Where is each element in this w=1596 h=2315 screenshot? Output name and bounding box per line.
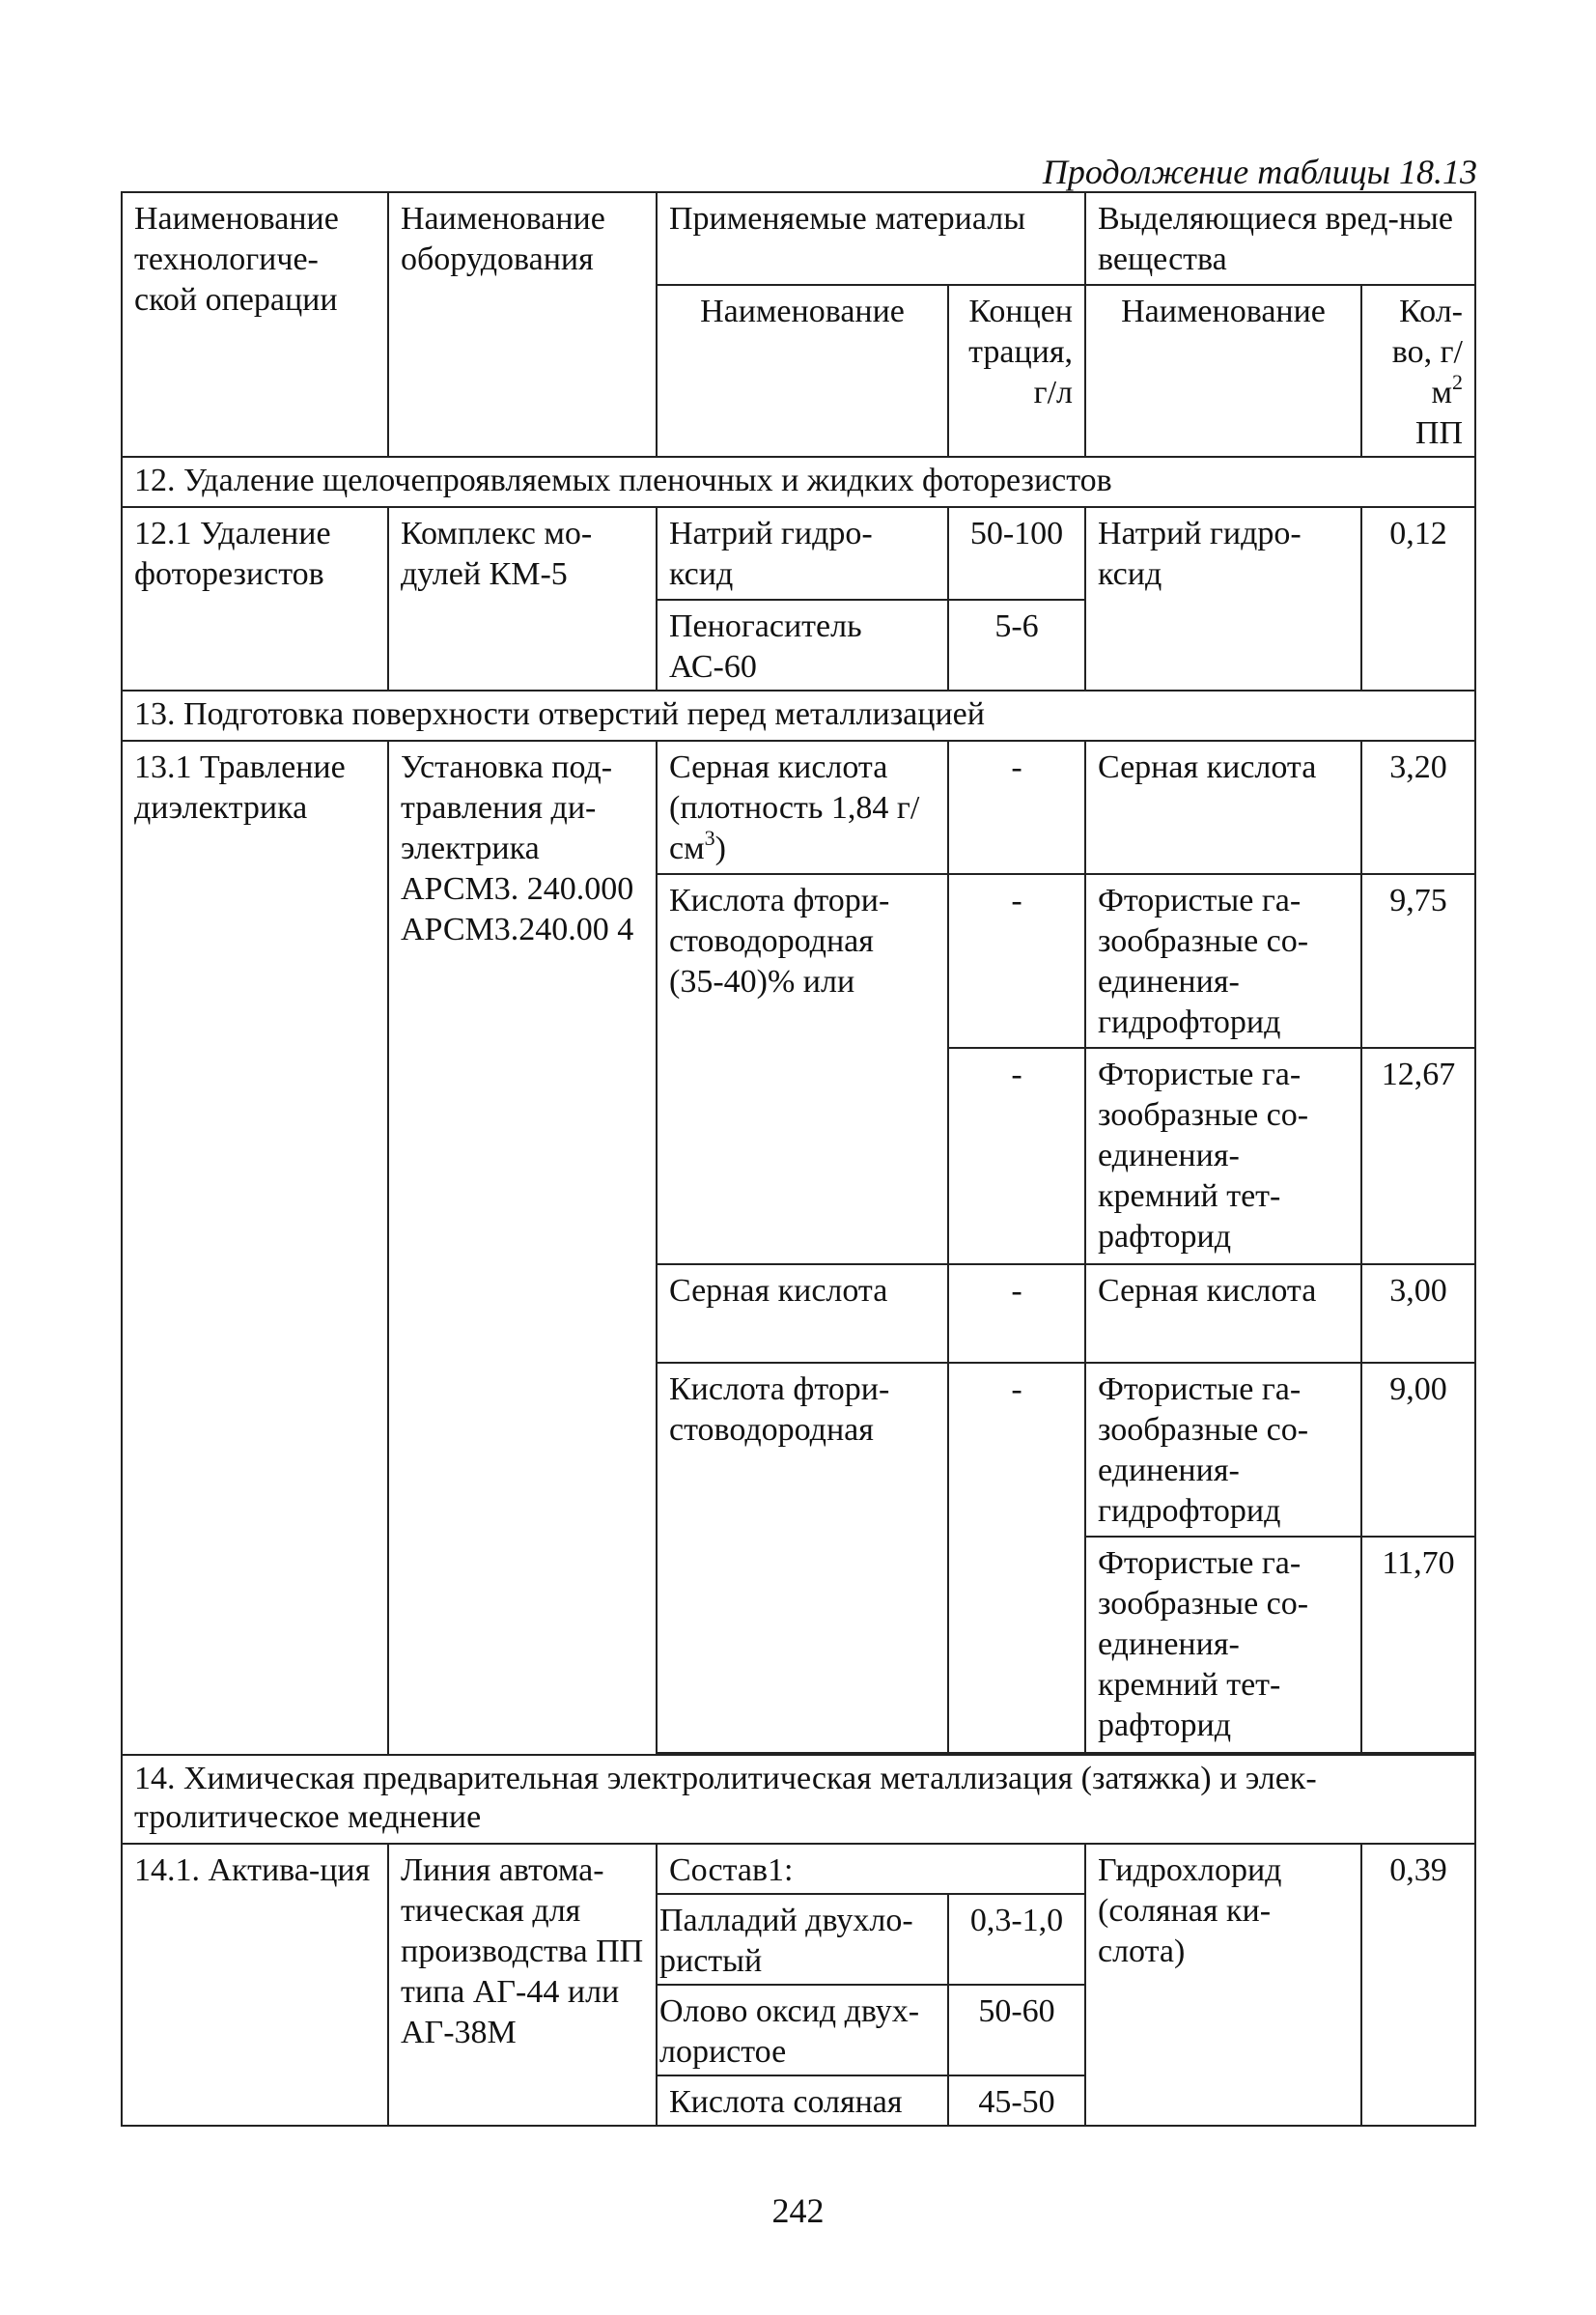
header-material-name: Наименование — [657, 285, 948, 457]
sec12-harmful-1: Натрий гидро-ксид — [1085, 507, 1361, 691]
sec14-composition: Состав1: — [657, 1844, 1085, 1894]
sec13-harmful-4: Серная кислота — [1085, 1264, 1361, 1363]
sec12-conc-1: 50-100 — [948, 507, 1085, 600]
sec14-equipment: Линия автома-тическая для производства ПП типа АГ-44 или АГ-38М — [388, 1844, 657, 2126]
sec12-qty-1: 0,12 — [1361, 507, 1475, 691]
sec13-conc-2: - — [948, 874, 1085, 1048]
sec13-material-2: Кислота фтори-стоводородная (35-40)% или — [657, 874, 948, 1264]
sec13-material-1: Серная кислота (плотность 1,84 $г/см^3$) — [657, 741, 948, 874]
sec14-qty-1: 0,39 — [1361, 1844, 1475, 2126]
sec12-conc-2: 5-6 — [948, 600, 1085, 691]
header-harmful-name: Наименование — [1085, 285, 1361, 457]
table-caption: Продолжение таблицы 18.13 — [1042, 153, 1477, 191]
sec13-harmful-2: Фтористые га-зообразные со-единения-гидрофторид — [1085, 874, 1361, 1048]
header-quantity: Кол-во, $г/м^2$ ПП — [1361, 285, 1475, 457]
sec13-qty-1: 3,20 — [1361, 741, 1475, 874]
page-number: 242 — [771, 2191, 825, 2230]
sec12-material-2: Пеногаситель АС-60 — [657, 600, 948, 691]
sec13-harmful-3: Фтористые га-зообразные со-единения-кремний тет-рафторид — [1085, 1048, 1361, 1264]
sec14-harmful-1: Гидрохлорид (соляная ки-слота) — [1085, 1844, 1361, 2126]
sec12-equipment: Комплекс мо-дулей КМ-5 — [388, 507, 657, 691]
header-equipment: Наименование оборудования — [388, 192, 657, 457]
sec13-harmful-1: Серная кислота — [1085, 741, 1361, 874]
sec13-conc-5: - — [948, 1363, 1085, 1753]
sec13-conc-4: - — [948, 1264, 1085, 1363]
sec14-operation: 14.1. Актива-ция — [122, 1844, 388, 2126]
sec13-material-4: Серная кислота — [657, 1264, 948, 1363]
sec13-harmful-6: Фтористые га-зообразные со-единения-кремний тет-рафторид — [1085, 1537, 1361, 1753]
sec13-material-5: Кислота фтори-стоводородная — [657, 1363, 948, 1753]
header-concentration: Концен трация, г/л — [948, 285, 1085, 457]
sec14-conc-3: 45-50 — [948, 2075, 1085, 2126]
sec14-material-1: Палладий двухло-ристый — [657, 1894, 948, 1985]
sec13-qty-4: 3,00 — [1361, 1264, 1475, 1363]
sec13-conc-1: - — [948, 741, 1085, 874]
header-operation: Наименование технологиче-ской операции — [122, 192, 388, 457]
sec13-equipment: Установка под-травления ди-электрика АРСМ3. 240.000 АРСМ3.240.00 4 — [388, 741, 657, 1755]
sec13-qty-2: 9,75 — [1361, 874, 1475, 1048]
sec13-qty-5: 9,00 — [1361, 1363, 1475, 1537]
section-13-title: 13. Подготовка поверхности отверстий перед металлизацией — [122, 691, 1475, 741]
header-materials: Применяемые материалы — [657, 192, 1085, 285]
sec14-material-3: Кислота соляная — [657, 2075, 948, 2126]
sec13-qty-6: 11,70 — [1361, 1537, 1475, 1753]
section-12-title: 12. Удаление щелочепроявляемых пленочных и жидких фоторезистов — [122, 457, 1475, 507]
section-14-title: 14. Химическая предварительная электролитическая металлизация (затяжка) и элек-тролитическое меднение — [122, 1755, 1475, 1844]
materials-table — [121, 191, 1476, 2127]
sec14-material-2: Олово оксид двух-лористое — [657, 1985, 948, 2075]
sec12-material-1: Натрий гидро-ксид — [657, 507, 948, 600]
sec13-harmful-5: Фтористые га-зообразные со-единения-гидрофторид — [1085, 1363, 1361, 1537]
sec14-conc-2: 50-60 — [948, 1985, 1085, 2075]
sec12-operation: 12.1 Удаление фоторезистов — [122, 507, 388, 691]
sec13-qty-3: 12,67 — [1361, 1048, 1475, 1264]
sec14-conc-1: 0,3-1,0 — [948, 1894, 1085, 1985]
header-harmful: Выделяющиеся вред-ные вещества — [1085, 192, 1475, 285]
sec13-operation: 13.1 Травление диэлектрика — [122, 741, 388, 1755]
sec13-conc-3: - — [948, 1048, 1085, 1264]
